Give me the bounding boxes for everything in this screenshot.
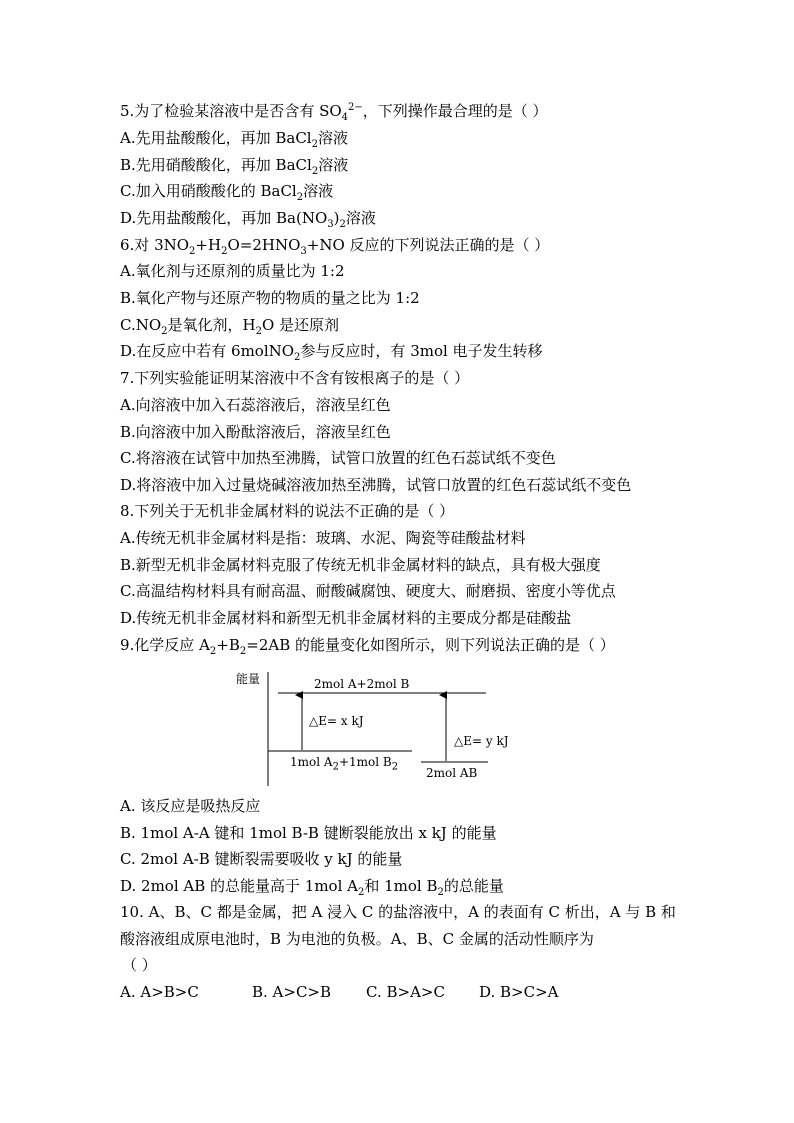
q6-option-b: B.氧化产物与还原产物的物质的量之比为 1:2: [120, 289, 420, 307]
q5-option-b: B.先用硝酸酸化，再加 BaCl$_2$溶液: [120, 156, 349, 177]
q5-option-a: A.先用盐酸酸化，再加 BaCl$_2$溶液: [120, 129, 349, 150]
q6-stem: 6.对 $3NO_2+H_2O=2HNO_3+NO$ 反应的下列说法正确的是（ ）: [120, 236, 550, 257]
q8-option-b: B.新型无机非金属材料克服了传统无机非金属材料的缺点，具有极大强度: [120, 556, 601, 574]
q7-option-a: A.向溶液中加入石蕊溶液后，溶液呈红色: [120, 396, 391, 414]
q10-option-c: C. B>A>C: [366, 983, 445, 1001]
q7-option-c: C.将溶液在试管中加热至沸腾，试管口放置的红色石蕊试纸不变色: [120, 449, 556, 467]
delta-x-label: △E= x kJ: [309, 714, 364, 728]
product-level-label: 2mol AB: [426, 766, 478, 780]
q10-stem-line2: 酸溶液组成原电池时，B 为电池的负极。A、B、C 金属的活动性顺序为: [120, 930, 594, 948]
q10-option-a: A. A>B>C: [120, 983, 199, 1001]
q8-option-d: D.传统无机非金属材料和新型无机非金属材料的主要成分都是硅酸盐: [120, 609, 572, 627]
q9-option-d: D. 2mol AB 的总能量高于 1mol $A_2$和 1mol $B_2$的总能量: [120, 877, 504, 898]
delta-y-label: △E= y kJ: [454, 734, 509, 748]
q6-option-a: A.氧化剂与还原剂的质量比为 1:2: [120, 262, 345, 280]
q9-option-a: A. 该反应是吸热反应: [120, 797, 261, 815]
q7-stem: 7.下列实验能证明某溶液中不含有铵根离子的是（ ）: [120, 369, 470, 387]
q6-option-c: $C.NO_2$是氧化剂，$H_2O$ 是还原剂: [120, 316, 340, 337]
q5-option-d: D.先用盐酸酸化，再加 $Ba(NO_3)_2$溶液: [120, 209, 376, 230]
q9-option-b: B. 1mol A-A 键和 1mol B-B 键断裂能放出 x kJ 的能量: [120, 824, 497, 842]
energy-axis-label: 能量: [236, 672, 261, 686]
energy-level-diagram: [232, 668, 532, 788]
q9-stem: 9.化学反应 $A_2+B_2=2AB$ 的能量变化如图所示，则下列说法正确的是（ ）: [120, 636, 615, 657]
q10-stem-line3: （ ）: [122, 956, 157, 974]
q9-option-c: C. 2mol A-B 键断裂需要吸收 y kJ 的能量: [120, 850, 403, 868]
q8-stem: 8.下列关于无机非金属材料的说法不正确的是（ ）: [120, 502, 455, 520]
q10-stem-line1: 10. A、B、C 都是金属，把 A 浸入 C 的盐溶液中，A 的表面有 C 析出，A 与 B 和: [120, 903, 676, 921]
top-level-label: 2mol A+2mol B: [314, 677, 410, 691]
q5-stem: 5.为了检验某溶液中是否含有 $SO_4^{2-}$，下列操作最合理的是（ ）: [120, 102, 548, 123]
q7-option-b: B.向溶液中加入酚酞溶液后，溶液呈红色: [120, 423, 391, 441]
q8-option-c: C.高温结构材料具有耐高温、耐酸碱腐蚀、硬度大、耐磨损、密度小等优点: [120, 582, 616, 600]
q7-option-d: D.将溶液中加入过量烧碱溶液加热至沸腾，试管口放置的红色石蕊试纸不变色: [120, 476, 632, 494]
q5-option-c: C.加入用硝酸酸化的 BaCl$_2$溶液: [120, 182, 334, 203]
q10-option-d: D. B>C>A: [479, 983, 559, 1001]
q10-option-b: B. A>C>B: [252, 983, 332, 1001]
q8-option-a: A.传统无机非金属材料是指：玻璃、水泥、陶瓷等硅酸盐材料: [120, 529, 526, 547]
reactant-level-label: 1mol $A_2+1mol$ $B_2$: [290, 755, 399, 773]
q6-option-d: D.在反应中若有 6molNO$_2$参与反应时，有 3mol 电子发生转移: [120, 342, 543, 363]
